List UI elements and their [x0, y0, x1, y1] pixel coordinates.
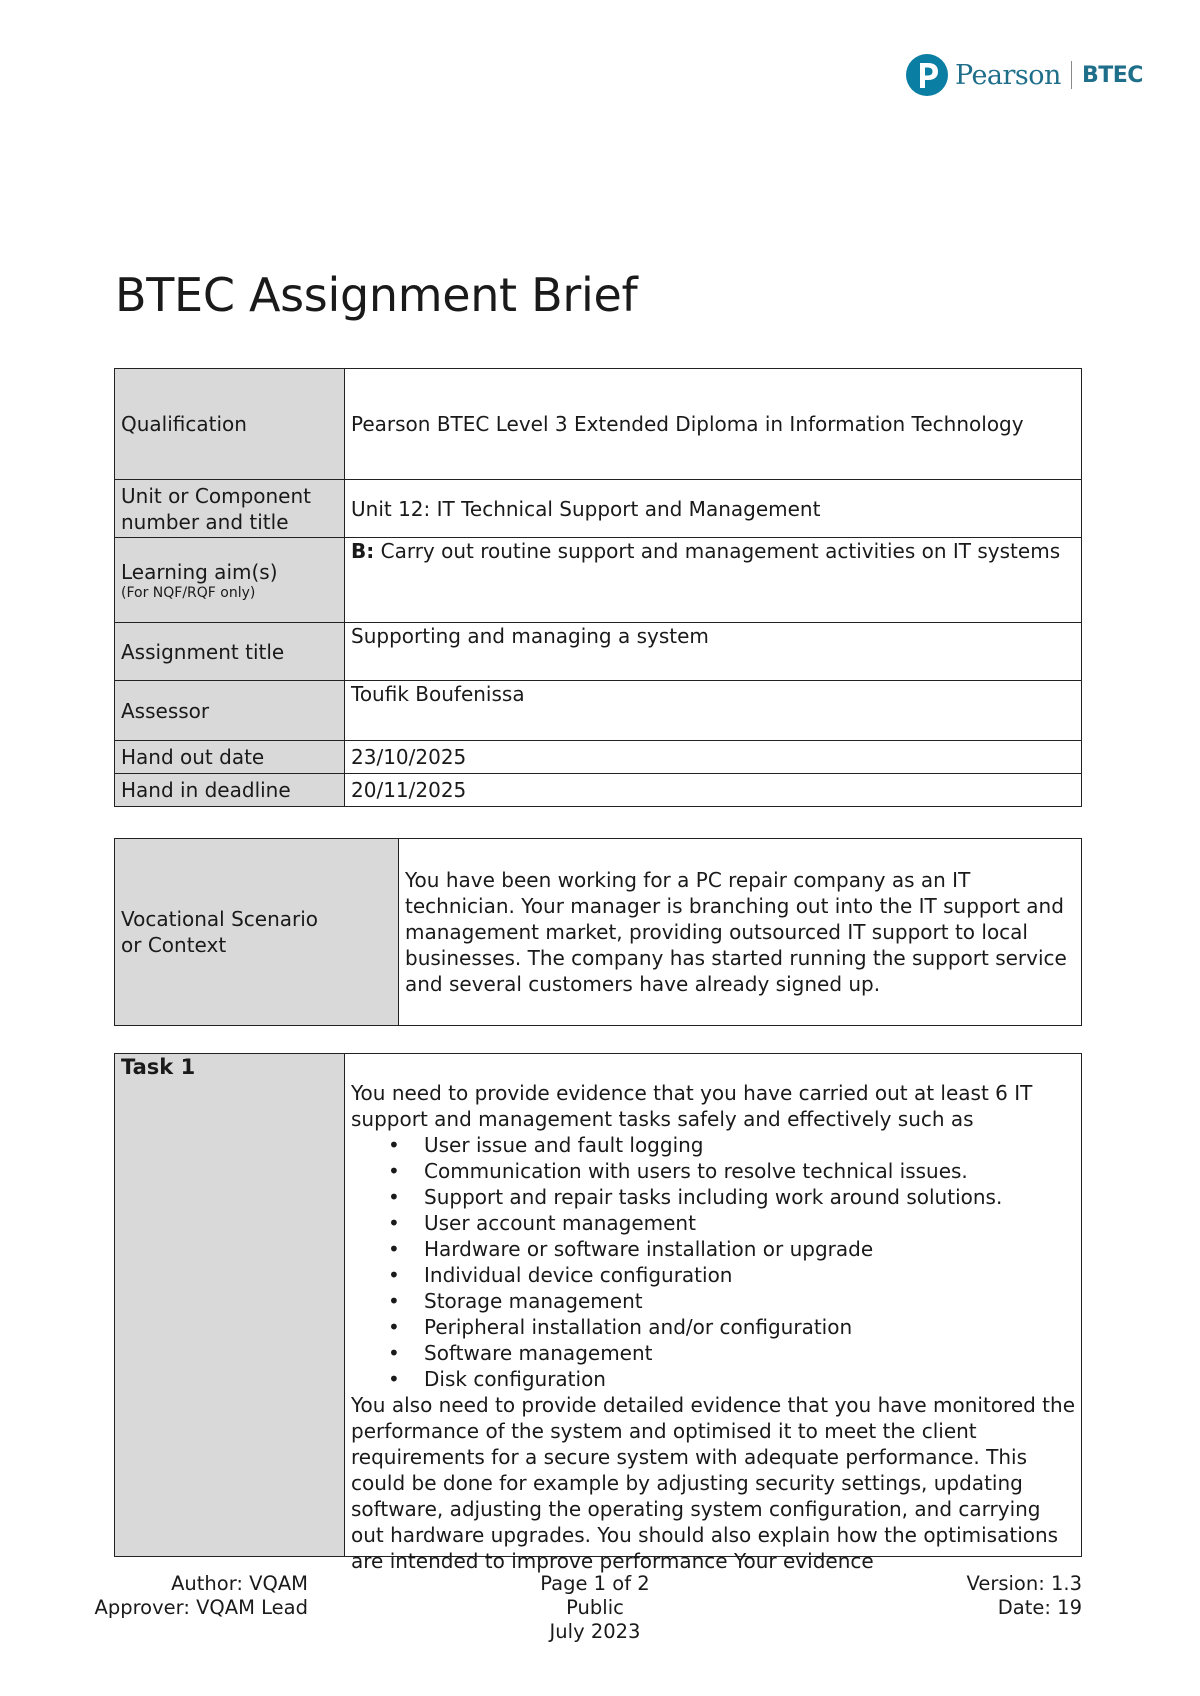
assignment-title-label: Assignment title — [115, 623, 345, 681]
qualification-value: Pearson BTEC Level 3 Extended Diploma in Information Technology — [345, 369, 1082, 480]
task-1-row — [115, 1054, 1082, 1557]
unit-value: Unit 12: IT Technical Support and Management — [345, 480, 1082, 538]
hand-out-value: 23/10/2025 — [345, 741, 1082, 774]
task-1-label: Task 1 — [115, 1054, 345, 1557]
pearson-logo-icon — [906, 54, 948, 96]
pearson-btec-logo — [906, 50, 1143, 100]
scenario-label: Vocational Scenario or Context — [115, 839, 399, 1026]
task-1-list — [351, 1132, 1075, 1392]
assessor-row — [115, 681, 1082, 741]
task-1-list-item: • Software management — [424, 1340, 1075, 1366]
hand-out-label: Hand out date — [115, 741, 345, 774]
footer-author: Author: VQAM — [171, 1572, 308, 1595]
page-title: BTEC Assignment Brief — [115, 268, 638, 322]
scenario-text: You have been working for a PC repair company as an IT technician. Your manager is branching out into the IT support and management market, providing outsourced IT support to local businesses. The company has started running the support service and several customers have already signed up. — [399, 839, 1082, 1026]
hand-in-row — [115, 774, 1082, 807]
unit-label: Unit or Component number and title — [115, 480, 345, 538]
assessor-label: Assessor — [115, 681, 345, 741]
learning-aim-label-cell — [115, 538, 345, 623]
footer-page-number: Page 1 of 2 — [540, 1572, 650, 1595]
assessor-value: Toufik Boufenissa — [345, 681, 1082, 741]
task-1-body: You also need to provide detailed evidence that you have monitored the performance of the system and optimised it to meet the client requirements for a secure system with adequate performance. This could be done for example by adjusting security settings, updating software, adjusting the operating system configuration, and carrying out hardware upgrades. You should also explain how the optimisations are intended to improve performance Your evidence — [351, 1393, 1075, 1573]
footer-approver: Approver: VQAM Lead — [94, 1596, 308, 1619]
assignment-title-value: Supporting and managing a system — [345, 623, 1082, 681]
logo-product: BTEC — [1081, 62, 1143, 88]
footer-date-tail: July 2023 — [549, 1620, 641, 1643]
footer-right — [900, 1572, 1082, 1620]
footer-date: Date: 19 — [997, 1596, 1082, 1619]
task-1-list-item: • Disk configuration — [424, 1366, 1075, 1392]
task-1-intro: You need to provide evidence that you have carried out at least 6 IT support and management tasks safely and effectively such as — [351, 1081, 1033, 1131]
logo-brand: Pearson — [955, 59, 1061, 91]
task-1-table — [114, 1053, 1082, 1573]
task-1-list-item: • Individual device configuration — [424, 1262, 1075, 1288]
task-1-list-item: • Storage management — [424, 1288, 1075, 1314]
learning-aim-label: Learning aim(s) — [121, 560, 278, 584]
assignment-title-row — [115, 623, 1082, 681]
hand-in-value: 20/11/2025 — [345, 774, 1082, 807]
learning-aim-sublabel: (For NQF/RQF only) — [121, 585, 256, 601]
task-1-list-item: • Support and repair tasks including work around solutions. — [424, 1184, 1075, 1210]
scenario-row — [115, 839, 1082, 1026]
footer-version: Version: 1.3 — [966, 1572, 1082, 1595]
learning-aim-value-cell — [345, 538, 1082, 623]
learning-aim-code: B: — [351, 539, 375, 563]
assignment-info-table — [114, 368, 1082, 807]
hand-out-row — [115, 741, 1082, 774]
footer-center — [500, 1572, 690, 1644]
task-1-list-item: • Hardware or software installation or upgrade — [424, 1236, 1075, 1262]
task-1-list-item: • Communication with users to resolve technical issues. — [424, 1158, 1075, 1184]
logo-divider — [1071, 61, 1072, 89]
learning-aim-value: Carry out routine support and management activities on IT systems — [374, 539, 1061, 563]
learning-aim-row — [115, 538, 1082, 623]
qualification-row — [115, 369, 1082, 480]
scenario-table — [114, 838, 1082, 1026]
task-1-list-item: • User issue and fault logging — [424, 1132, 1075, 1158]
footer-classification: Public — [566, 1596, 624, 1619]
footer-left — [83, 1572, 308, 1620]
task-1-content — [345, 1054, 1082, 1573]
task-1-list-item: • User account management — [424, 1210, 1075, 1236]
task-1-list-item: • Peripheral installation and/or configuration — [424, 1314, 1075, 1340]
hand-in-label: Hand in deadline — [115, 774, 345, 807]
unit-row — [115, 480, 1082, 538]
qualification-label: Qualification — [115, 369, 345, 480]
